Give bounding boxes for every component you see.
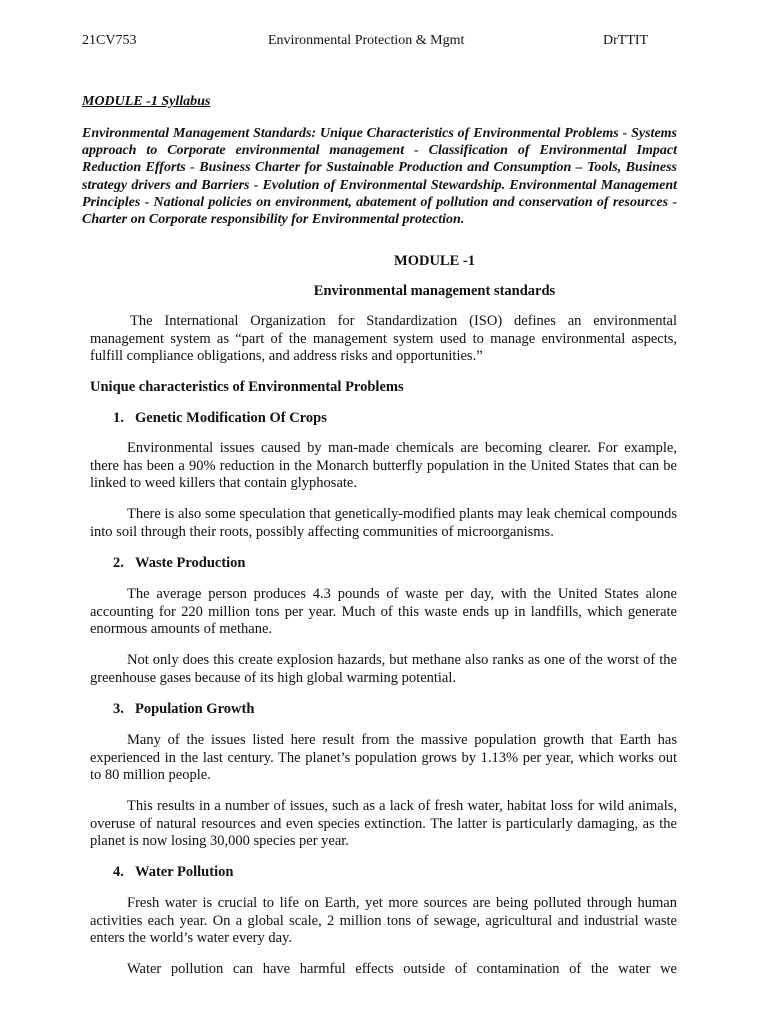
paragraph: There is also some speculation that genetically-modified plants may leak chemical compounds into soil through their roots, possibly affecting communities of microorganisms. — [90, 506, 677, 540]
module-title: MODULE -1 — [394, 253, 475, 269]
paragraph: Environmental issues caused by man-made chemicals are becoming clearer. For example, there has been a 90% reduction in the Monarch butterfly population in the United States that can be linked to weed killers that contain glyphosate. — [90, 440, 677, 492]
item-heading — [113, 864, 233, 881]
syllabus-body: Environmental Management Standards: Unique Characteristics of Environmental Problems - Systems approach to Corporate environmental management - Classification of Environmental Impact Reduction Efforts - Business Charter for Sustainable Production and Consumption – Tools, Business strategy drivers and Barriers - Evolution of Environmental Stewardship. Environmental Management Principles - National policies on environment, abatement of pollution and conservation of resources - Charter on Corporate responsibility for Environmental protection. — [82, 126, 677, 228]
item-number: 2. — [113, 555, 124, 571]
item-heading — [113, 410, 327, 427]
paragraph: Not only does this create explosion hazards, but methane also ranks as one of the worst of the greenhouse gases because of its high global warming potential. — [90, 652, 677, 686]
item-title: Waste Production — [135, 555, 246, 571]
item-title: Water Pollution — [135, 864, 234, 880]
paragraph: The average person produces 4.3 pounds of waste per day, with the United States alone accounting for 220 million tons per year. Much of this waste ends up in landfills, which generate enormous amounts of methane. — [90, 586, 677, 638]
item-number: 1. — [113, 410, 124, 426]
paragraph: This results in a number of issues, such as a lack of fresh water, habitat loss for wild animals, overuse of natural resources and even species extinction. The latter is particularly damaging, as the planet is now losing 30,000 species per year. — [90, 798, 677, 850]
course-title: Environmental Protection & Mgmt — [268, 33, 465, 48]
item-number: 3. — [113, 701, 124, 717]
section-heading: Unique characteristics of Environmental Problems — [90, 379, 404, 395]
item-title: Population Growth — [135, 701, 255, 717]
course-code: 21CV753 — [82, 33, 137, 48]
module-subtitle: Environmental management standards — [313, 283, 556, 299]
paragraph: Water pollution can have harmful effects outside of contamination of the water we — [127, 961, 677, 977]
page-header — [0, 33, 768, 51]
header-author: DrTTIT — [603, 33, 649, 48]
item-heading — [113, 555, 246, 572]
item-number: 4. — [113, 864, 124, 880]
paragraph: Many of the issues listed here result from the massive population growth that Earth has experienced in the last century. The planet’s population grows by 1.13% per year, which works out to 80 million people. — [90, 732, 677, 784]
item-title: Genetic Modification Of Crops — [135, 410, 327, 426]
paragraph: Fresh water is crucial to life on Earth, yet more sources are being polluted through human activities each year. On a global scale, 2 million tons of sewage, agricultural and industrial waste enters the world’s water every day. — [90, 895, 677, 947]
intro-paragraph: The International Organization for Standardization (ISO) defines an environmental management system as “part of the management system used to manage environmental aspects, fulfill compliance obligations, and address risks and opportunities.” — [90, 313, 677, 365]
syllabus-title: MODULE -1 Syllabus — [82, 94, 211, 109]
item-heading — [113, 701, 254, 718]
